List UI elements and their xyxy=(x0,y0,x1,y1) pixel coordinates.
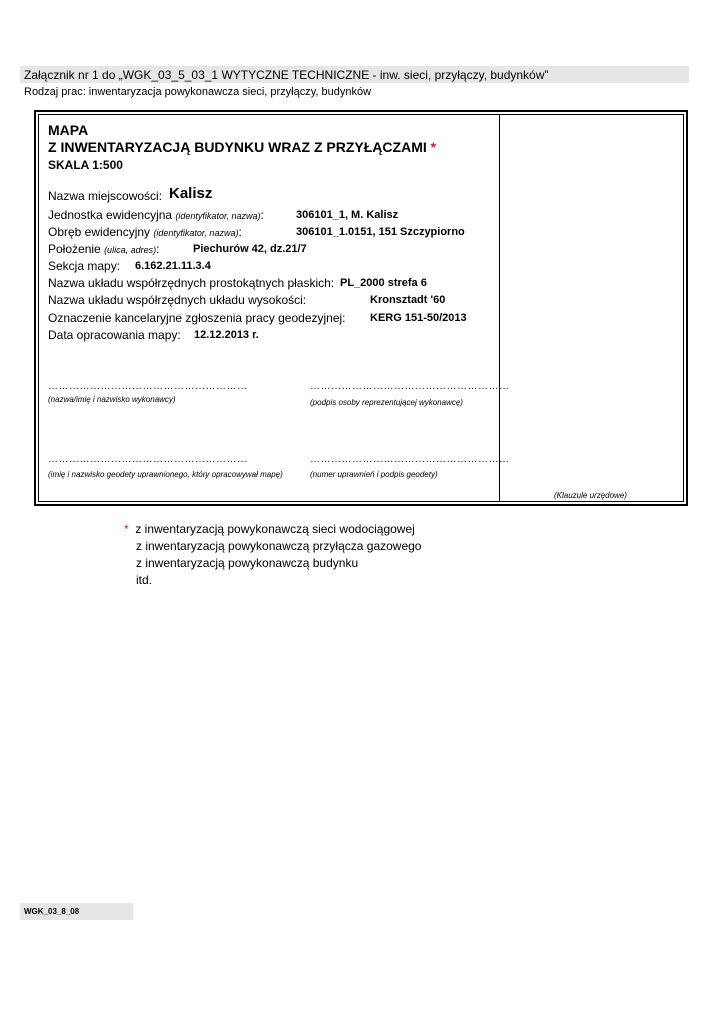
note-item: itd. xyxy=(136,573,153,587)
surveyor-license-dots: ………………………………………………… xyxy=(310,454,510,465)
contractor-signature-caption: (podpis osoby reprezentującej wykonawcę) xyxy=(310,398,463,407)
title-map: MAPA xyxy=(48,122,89,138)
precinct-colon: : xyxy=(238,225,242,239)
unit-value: 306101_1, M. Kalisz xyxy=(296,209,399,221)
note-item-text: z inwentaryzacją powykonawczą sieci wodociągowej xyxy=(135,522,415,536)
surveyor-name-caption: (imię i nazwisko geodety uprawnionego, który opracowywał mapę) xyxy=(48,470,283,479)
title-subject xyxy=(48,139,436,156)
unit-label: Jednostka ewidencyjna xyxy=(48,208,173,222)
height-value: Kronsztadt '60 xyxy=(370,294,446,306)
precinct-hint: (identyfikator, nazwa) xyxy=(153,228,239,238)
date-label: Data opracowania mapy: xyxy=(48,328,181,342)
coord-value: PL_2000 strefa 6 xyxy=(340,277,427,289)
note-item xyxy=(124,521,421,538)
height-label: Nazwa układu współrzędnych układu wysokości: xyxy=(48,293,307,307)
note-item: z inwentaryzacją powykonawczą przyłącza gazowego xyxy=(136,539,422,553)
note-item: z inwentaryzacją powykonawczą budynku xyxy=(136,556,359,570)
unit-field xyxy=(48,208,264,222)
note-asterisk: * xyxy=(124,522,129,536)
precinct-label: Obręb ewidencyjny xyxy=(48,225,151,239)
contractor-signature-dots: ………………………………………………… xyxy=(310,381,510,392)
contractor-name-caption: (nazwa/imię i nazwisko wykonawcy) xyxy=(48,395,176,404)
official-clauses-caption: (Klauzule urzędowe) xyxy=(554,491,627,500)
location-colon: : xyxy=(156,242,160,256)
sheet-label: Sekcja mapy: xyxy=(48,259,121,273)
work-type-line: Rodzaj prac: inwentaryzacja powykonawcza sieci, przyłączy, budynków xyxy=(24,86,372,98)
footer-code: WGK_03_8_08 xyxy=(24,907,80,916)
notes-list xyxy=(124,521,421,589)
location-value: Piechurów 42, dz.21/7 xyxy=(193,243,307,255)
unit-hint: (identyfikator, nazwa) xyxy=(175,211,261,221)
title-subject-text: Z INWENTARYZACJĄ BUDYNKU WRAZ Z PRZYŁĄCZAMI xyxy=(48,139,427,155)
title-asterisk: * xyxy=(430,139,437,155)
coord-label: Nazwa układu współrzędnych prostokątnych płaskich: xyxy=(48,276,335,290)
contractor-name-dots: ………………………………………………… xyxy=(48,381,248,392)
precinct-value: 306101_1.0151, 151 Szczypiorno xyxy=(296,226,465,238)
unit-colon: : xyxy=(260,208,264,222)
attachment-line: Załącznik nr 1 do „WGK_03_5_03_1 WYTYCZNE TECHNICZNE - inw. sieci, przyłączy, budynków” xyxy=(24,68,549,82)
title-scale: SKALA 1:500 xyxy=(48,158,123,172)
surveyor-license-caption: (numer uprawnień i podpis geodety) xyxy=(310,470,438,479)
office-value: KERG 151-50/2013 xyxy=(370,312,467,324)
locality-label: Nazwa miejscowości: xyxy=(48,189,163,203)
location-field xyxy=(48,242,159,256)
locality-value: Kalisz xyxy=(169,185,213,202)
title-block xyxy=(48,122,436,174)
surveyor-name-dots: ………………………………………………… xyxy=(48,454,248,465)
location-label: Położenie xyxy=(48,242,101,256)
frame-divider xyxy=(499,114,500,502)
sheet-value: 6.162.21.11.3.4 xyxy=(135,260,211,272)
location-hint: (ulica, adres) xyxy=(104,245,157,255)
precinct-field xyxy=(48,225,242,239)
office-label: Oznaczenie kancelaryjne zgłoszenia pracy geodezyjnej: xyxy=(48,311,346,325)
date-value: 12.12.2013 r. xyxy=(194,329,259,341)
